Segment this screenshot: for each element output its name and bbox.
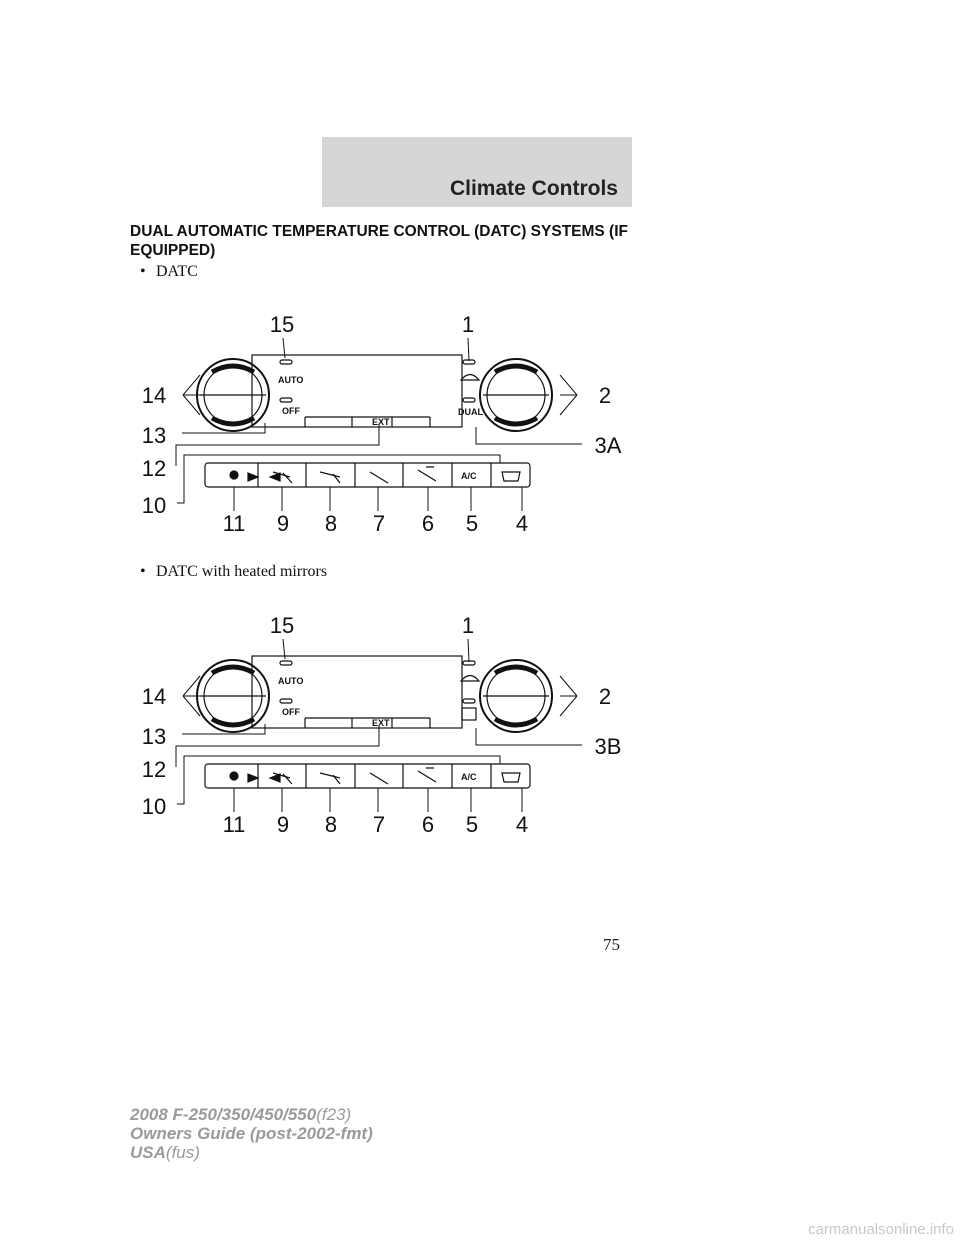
ac-label: A/C — [461, 772, 477, 782]
callout-10: 10 — [141, 493, 167, 518]
footer-market: USA — [130, 1143, 166, 1162]
callout-2: 2 — [598, 684, 612, 709]
heated-mirror-icon — [462, 708, 476, 720]
bullet-text: DATC — [156, 263, 198, 280]
callout-13: 13 — [141, 724, 167, 749]
panel-floor-icon — [320, 472, 340, 483]
floor-defrost-icon — [418, 467, 436, 481]
callout-13: 13 — [141, 423, 167, 448]
panel-floor-icon — [320, 773, 340, 784]
callout-8: 8 — [324, 812, 338, 837]
climate-control-diagram — [130, 606, 630, 846]
ext-label: EXT — [372, 417, 390, 427]
callout-12: 12 — [141, 456, 167, 481]
off-label: OFF — [282, 707, 300, 717]
floor-vent-icon — [370, 472, 388, 483]
callout-8: 8 — [324, 511, 338, 536]
fan-icon — [230, 772, 238, 780]
fan-right-arrow-icon — [248, 774, 258, 782]
callout-11: 11 — [222, 511, 246, 536]
watermark: carmanualsonline.info — [808, 1221, 954, 1238]
datc-diagram — [130, 305, 630, 545]
page-section-title: Climate Controls — [449, 177, 618, 200]
section-heading: DUAL AUTOMATIC TEMPERATURE CONTROL (DATC) SYSTEMS (IF EQUIPPED) — [130, 223, 628, 259]
callout-1: 1 — [461, 312, 475, 337]
ext-label: EXT — [372, 718, 390, 728]
bullet-text: DATC with heated mirrors — [156, 563, 328, 580]
floor-vent-icon — [370, 773, 388, 784]
fan-right-arrow-icon — [248, 473, 258, 481]
callout-10: 10 — [141, 794, 167, 819]
recirculation-icon — [502, 773, 520, 782]
recirculation-icon — [502, 472, 520, 481]
callout-1: 1 — [461, 613, 475, 638]
footer-model-code: (f23) — [316, 1105, 352, 1124]
callout-9: 9 — [276, 511, 290, 536]
callout-4: 4 — [515, 511, 529, 536]
callout-3a: 3A — [594, 433, 622, 458]
display-panel — [252, 656, 462, 728]
callout-15: 15 — [269, 312, 295, 337]
fan-icon — [230, 471, 238, 479]
auto-label: AUTO — [278, 375, 304, 385]
footer-guide: Owners Guide (post-2002-fmt) — [130, 1124, 373, 1143]
header-band — [322, 137, 632, 207]
climate-control-diagram — [130, 305, 630, 545]
callout-7: 7 — [372, 511, 386, 536]
display-panel — [252, 355, 462, 427]
callout-9: 9 — [276, 812, 290, 837]
bullet-item — [140, 263, 198, 281]
footer-market-code: (fus) — [165, 1143, 200, 1162]
auto-label: AUTO — [278, 676, 304, 686]
page-number: 75 — [603, 935, 620, 954]
callout-4: 4 — [515, 812, 529, 837]
bullet-icon: • — [140, 263, 146, 280]
callout-6: 6 — [421, 812, 435, 837]
defrost-icon — [461, 676, 479, 682]
footer-model-line — [130, 1105, 373, 1124]
callout-6: 6 — [421, 511, 435, 536]
ac-label: A/C — [461, 471, 477, 481]
bullet-item — [140, 563, 327, 581]
off-label: OFF — [282, 406, 300, 416]
callout-15: 15 — [269, 613, 295, 638]
callout-12: 12 — [141, 757, 167, 782]
defrost-icon — [461, 375, 479, 381]
footer-model: 2008 F-250/350/450/550 — [130, 1105, 317, 1124]
dual-label: DUAL — [458, 407, 483, 417]
callout-14: 14 — [141, 383, 167, 408]
callout-11: 11 — [222, 812, 246, 837]
callout-7: 7 — [372, 812, 386, 837]
footer-market-line — [130, 1143, 373, 1162]
floor-defrost-icon — [418, 768, 436, 782]
callout-14: 14 — [141, 684, 167, 709]
document-footer — [130, 1105, 373, 1162]
bullet-icon: • — [140, 563, 146, 580]
callout-5: 5 — [465, 812, 479, 837]
callout-2: 2 — [598, 383, 612, 408]
callout-3b: 3B — [594, 734, 622, 759]
callout-5: 5 — [465, 511, 479, 536]
datc-heated-mirrors-diagram — [130, 606, 630, 846]
